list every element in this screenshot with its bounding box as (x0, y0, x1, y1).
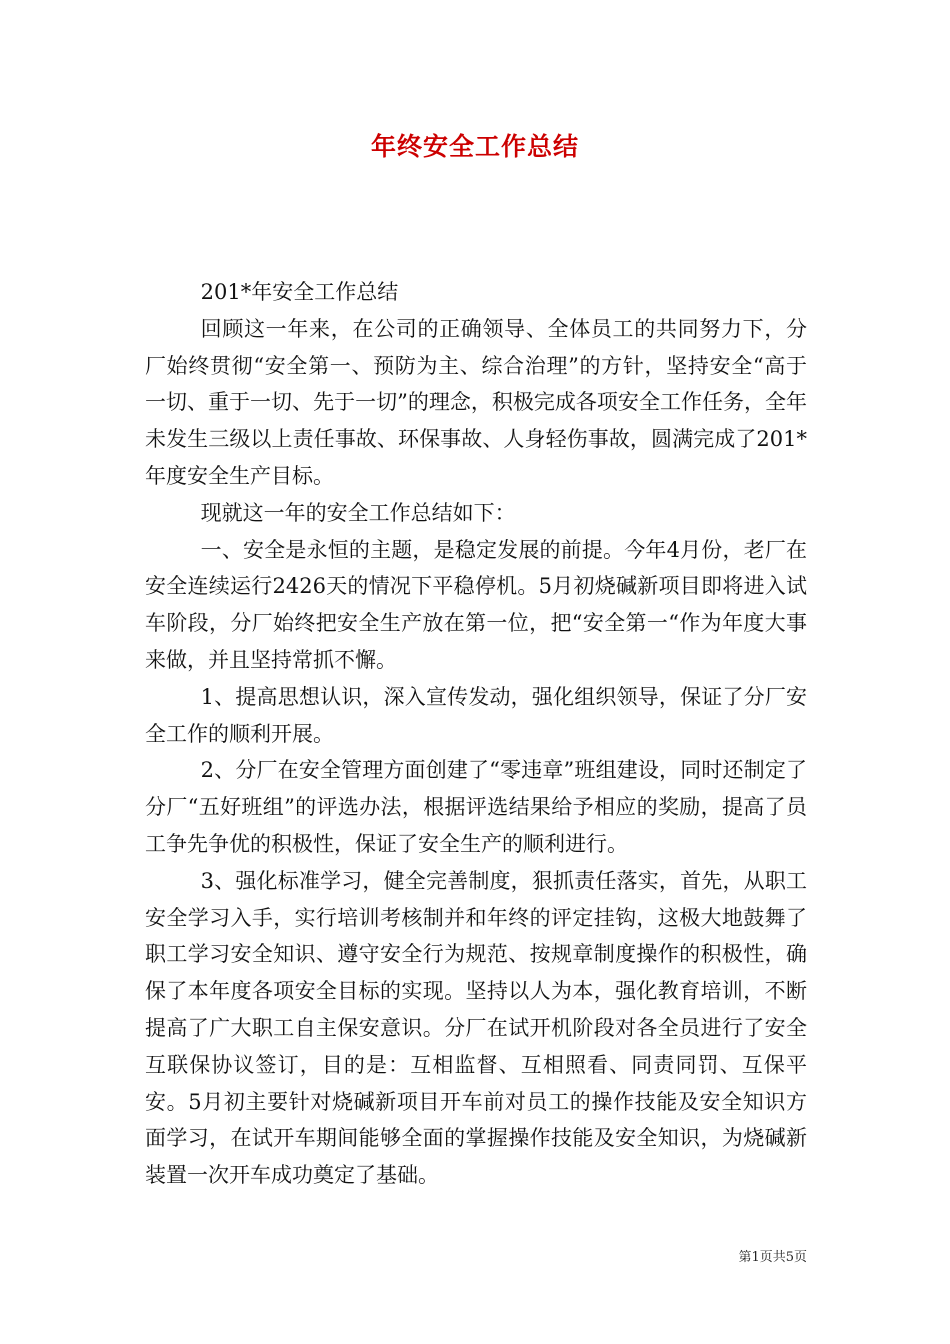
body-paragraph: 3、强化标准学习，健全完善制度，狠抓责任落实，首先，从职工安全学习入手，实行培训考核制并和年终的评定挂钩，这极大地鼓舞了职工学习安全知识、遵守安全行为规范、按规章制度操作的积极性，确保了本年度各项安全目标的实现。坚持以人为本，强化教育培训，不断提高了广大职工自主保安意识。分厂在试开机阶段对各全员进行了安全互联保协议签订，目的是：互相监督、互相照看、同责同罚、互保平安。5月初主要针对烧碱新项目开车前对员工的操作技能及安全知识方面学习，在试开车期间能够全面的掌握操作技能及安全知识，为烧碱新装置一次开车成功奠定了基础。 (145, 868, 807, 1188)
document-title: 年终安全工作总结 (370, 132, 579, 161)
body-paragraph: 201*年安全工作总结 (200, 280, 399, 304)
page-number: 第1页共5页 (738, 1250, 807, 1265)
document-body (145, 274, 807, 1194)
body-paragraph: 现就这一年的安全工作总结如下： (200, 500, 516, 525)
body-paragraph: 一、安全是永恒的主题，是稳定发展的前提。今年4月份，老厂在安全连续运行2426天的情况下平稳停机。5月初烧碱新项目即将进入试车阶段，分厂始终把安全生产放在第一位，把“安全第一“作为年度大事来做，并且坚持常抓不懈。 (145, 537, 807, 672)
body-paragraph: 2、分厂在安全管理方面创建了“零违章”班组建设，同时还制定了分厂“五好班组”的评选办法，根据评选结果给予相应的奖励，提高了员工争先争优的积极性，保证了安全生产的顺利进行。 (145, 758, 807, 856)
body-paragraph: 1、提高思想认识，深入宣传发动，强化组织领导，保证了分厂安全工作的顺利开展。 (145, 684, 807, 746)
body-paragraph: 回顾这一年来，在公司的正确领导、全体员工的共同努力下，分厂始终贯彻“安全第一、预防为主、综合治理”的方针，坚持安全“高于一切、重于一切、先于一切”的理念，积极完成各项安全工作任务，全年未发生三级以上责任事故、环保事故、人身轻伤事故，圆满完成了201*年度安全生产目标。 (145, 316, 807, 488)
